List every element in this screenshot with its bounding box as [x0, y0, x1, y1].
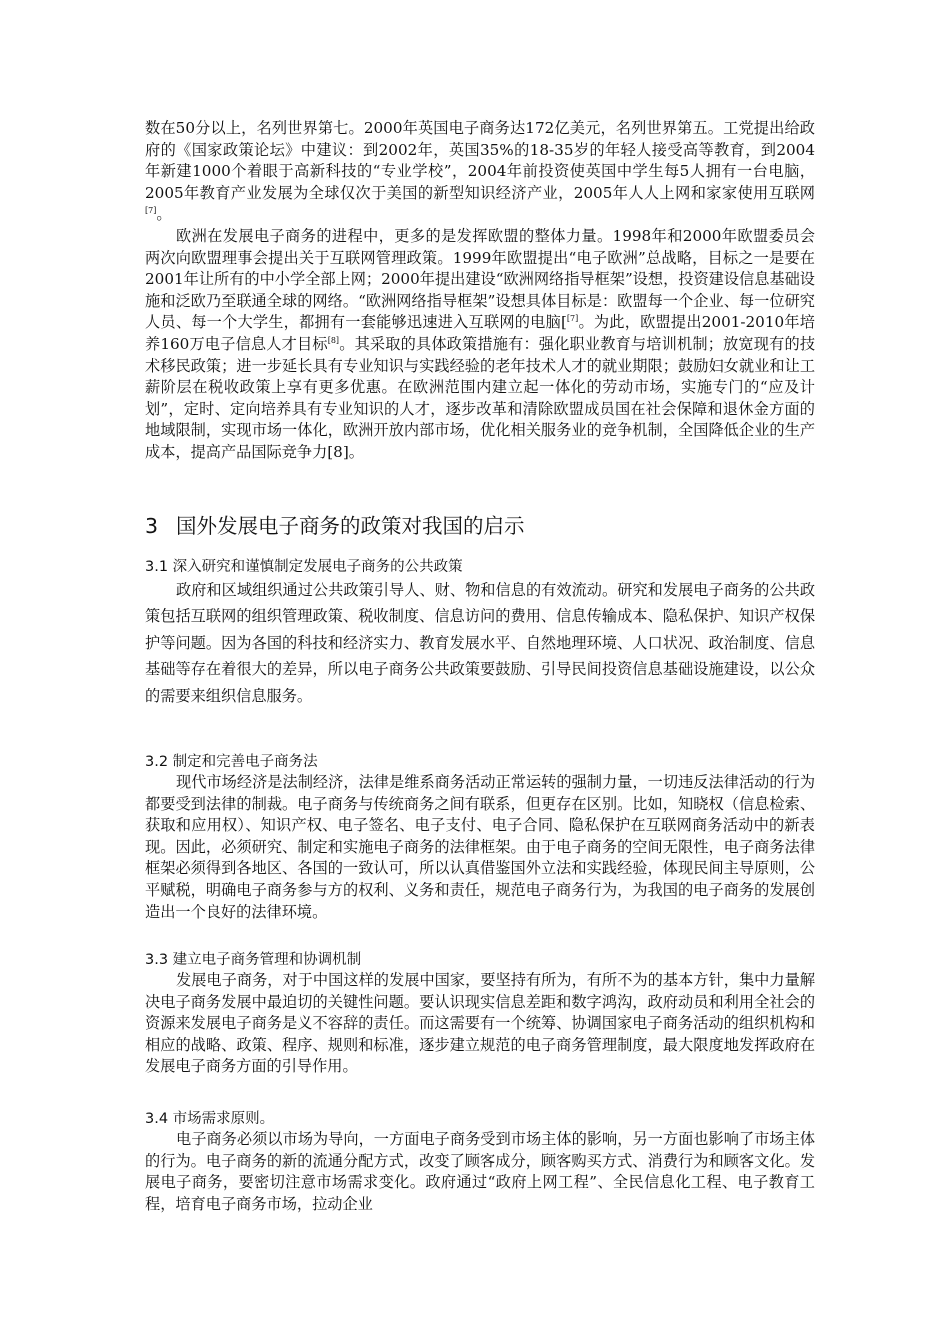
citation-ref: [7] [566, 314, 579, 324]
paragraph-text: 欧洲在发展电子商务的进程中，更多的是发挥欧盟的整体力量。1998年和2000年欧盟委员会两次向欧盟理事会提出关于互联网管理政策。1999年欧盟提出“电子欧洲”总战略，目标之一是要在2001年让所有的中小学全部上网；2000年提出建设“欧洲网络指导框架”设想，投资建设信息基础设施和泛欧乃至联通全球的网络。“欧洲网络指导框架”设想具体目标是：欧盟每一个企业、每一位研究人员、每一个大学生，都拥有一套能够迅速进入互联网的电脑[ [145, 227, 815, 332]
section-heading [145, 512, 815, 540]
subsection-body: 电子商务必须以市场为导向，一方面电子商务受到市场主体的影响，另一方面也影响了市场主体的行为。电子商务的新的流通分配方式，改变了顾客成分，顾客购买方式、消费行为和顾客文化。发展电子商务，要密切注意市场需求变化。政府通过“政府上网工程”、全民信息化工程、电子教育工程，培育电子商务市场，拉动企业 [145, 1130, 815, 1213]
subsection-title: 建立电子商务管理和协调机制 [172, 952, 362, 968]
subsection-body: 现代市场经济是法制经济，法律是维系商务活动正常运转的强制力量，一切违反法律活动的行为都要受到法律的制裁。电子商务与传统商务之间有联系，但更存在区别。比如，知晓权（信息检索、获取和应用权）、知识产权、电子签名、电子支付、电子合同、隐私保护在互联网商务活动中的新表现。因此，必须研究、制定和实施电子商务的法律框架。由于电子商务的空间无限性，电子商务法律框架必须得到各地区、各国的一致认可，所以认真借鉴国外立法和实践经验，体现民间主导原则，公平赋税，明确电子商务参与方的权利、义务和责任，规范电子商务行为，为我国的电子商务的发展创造出一个良好的法律环境。 [145, 773, 815, 921]
paragraph-uk-education [145, 118, 815, 226]
subsection-3-1 [145, 557, 815, 709]
subsection-number: 3.3 [145, 952, 169, 968]
subsection-number: 3.2 [145, 754, 169, 770]
subsection-number: 3.4 [145, 1111, 169, 1127]
citation-ref: [7] [145, 206, 157, 216]
section-number: 3 [145, 514, 159, 538]
subsection-3-2 [145, 752, 815, 923]
paragraph-text: 数在50分以上，名列世界第七。2000年英国电子商务达172亿美元，名列世界第五。工党提出给政府的《国家政策论坛》中建议：到2002年，英国35%的18-35岁的年轻人接受高等教育，到2004年新建1000个着眼于高新科技的“专业学校”，2004年前投资使英国中学生每5人拥有一台电脑，2005年教育产业发展为全球仅次于美国的新型知识经济产业，2005年人人上网和家家使用互联网 [145, 119, 815, 202]
subsection-3-3 [145, 950, 815, 1078]
section-title: 国外发展电子商务的政策对我国的启示 [176, 514, 525, 538]
paragraph-text: 。其采取的具体政策措施有：强化职业教育与培训机制；放宽现有的技术移民政策；进一步延长具有专业知识与实践经验的老年技术人才的就业期限；鼓励妇女就业和让工薪阶层在税收政策上享有更多优惠。在欧洲范围内建立起一体化的劳动市场，实施专门的“应及计划”，定时、定向培养具有专业知识的人才，逐步改革和清除欧盟成员国在社会保障和退休金方面的地域限制，实现市场一体化，欧洲开放内部市场，优化相关服务业的竞争机制，全国降低企业的生产成本，提高产品国际竞争力[8]。 [145, 334, 816, 461]
subsection-title: 制定和完善电子商务法 [172, 754, 318, 770]
subsection-body: 发展电子商务，对于中国这样的发展中国家，要坚持有所为，有所不为的基本方针，集中力量解决电子商务发展中最迫切的关键性问题。要认识现实信息差距和数字鸿沟，政府动员和利用全社会的资源来发展电子商务是义不容辞的责任。而这需要有一个统筹、协调国家电子商务活动的组织机构和相应的战略、政策、程序、规则和标准，逐步建立规范的电子商务管理制度，最大限度地发挥政府在发展电子商务方面的引导作用。 [145, 971, 815, 1076]
subsection-3-4 [145, 1109, 815, 1215]
paragraph-text: 。为此，欧盟提出2001-2010年培养160万电子信息人才目标 [145, 313, 815, 353]
subsection-body: 政府和区域组织通过公共政策引导人、财、物和信息的有效流动。研究和发展电子商务的公共政策包括互联网的组织管理政策、税收制度、信息访问的费用、信息传输成本、隐私保护、知识产权保护等问题。因为各国的科技和经济实力、教育发展水平、自然地理环境、人口状况、政治制度、信息基础等存在着很大的差异，所以电子商务公共政策要鼓励、引导民间投资信息基础设施建设，以公众的需要来组织信息服务。 [145, 581, 815, 705]
subsection-number: 3.1 [145, 559, 169, 575]
subsection-title: 市场需求原则。 [172, 1111, 275, 1127]
subsection-title: 深入研究和谨慎制定发展电子商务的公共政策 [172, 559, 463, 575]
paragraph-text: 。 [156, 205, 172, 224]
paragraph-eu-policy [145, 226, 815, 464]
citation-ref: [8] [327, 335, 340, 345]
